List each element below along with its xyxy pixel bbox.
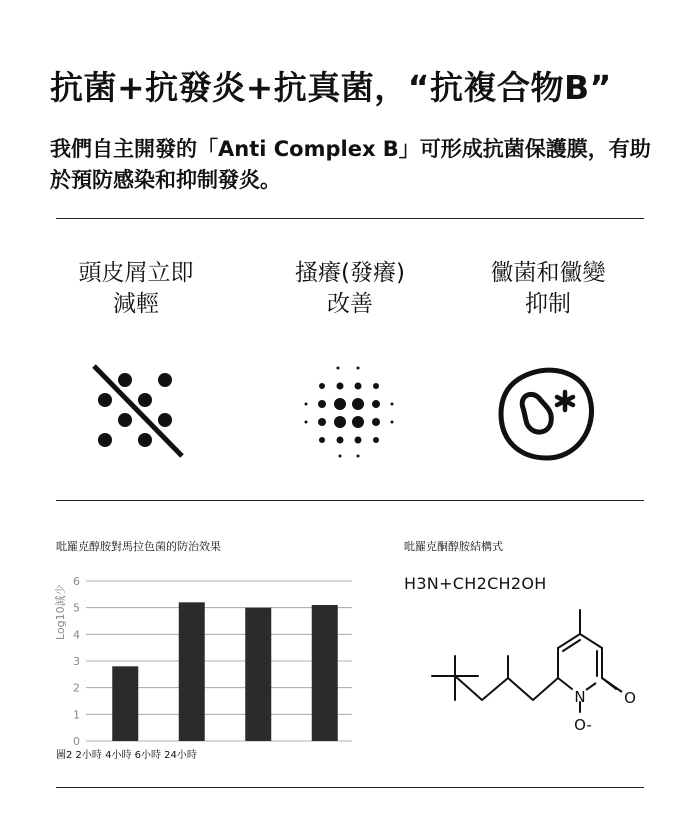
y-axis-title: Log10減少 [54,584,67,640]
structure-title: 吡羅克酮醇胺結構式 [404,540,503,553]
bar-2小時 [112,666,138,741]
time-labels: 圖2 2小時 4小時 6小時 24小時 [56,750,197,761]
molecular-structure [420,606,650,738]
benefit-itching-line2: 改善 [327,291,373,317]
y-tick-label: 1 [73,708,80,722]
benefit-dandruff-line1: 頭皮屑立即 [78,260,194,286]
divider-bottom [56,787,644,788]
benefit-itching-line1: 搔癢(發癢) [295,260,405,286]
page-title: 抗菌+抗發炎+抗真菌，“抗複合物B” [50,68,612,107]
intro-text: 我們自主開發的「Anti Complex B」可形成抗菌保護膜，有助於預防感染和抑制發炎。 [50,137,651,192]
y-tick-label: 4 [73,628,80,642]
y-tick-label: 0 [73,735,80,748]
atom-o-carbonyl: O [624,689,636,707]
y-tick-label: 5 [73,601,80,615]
atom-o-minus: O- [574,716,592,734]
chart-title: 吡羅克醇胺對馬拉色菌的防治效果 [56,540,221,553]
benefit-dandruff-line2: 減輕 [113,291,159,317]
bar-6小時 [245,608,271,741]
atom-n: N [574,688,586,706]
y-tick-label: 3 [73,655,80,668]
bar-24小時 [312,605,338,741]
y-tick-label: 6 [73,575,80,588]
y-tick-label: 2 [73,681,80,695]
benefit-fungus-line1: 黴菌和黴變 [490,260,606,286]
chemical-formula: H3N+CH2CH2OH [404,574,547,593]
benefit-fungus-line2: 抑制 [525,291,571,317]
bar-4小時 [179,602,205,741]
